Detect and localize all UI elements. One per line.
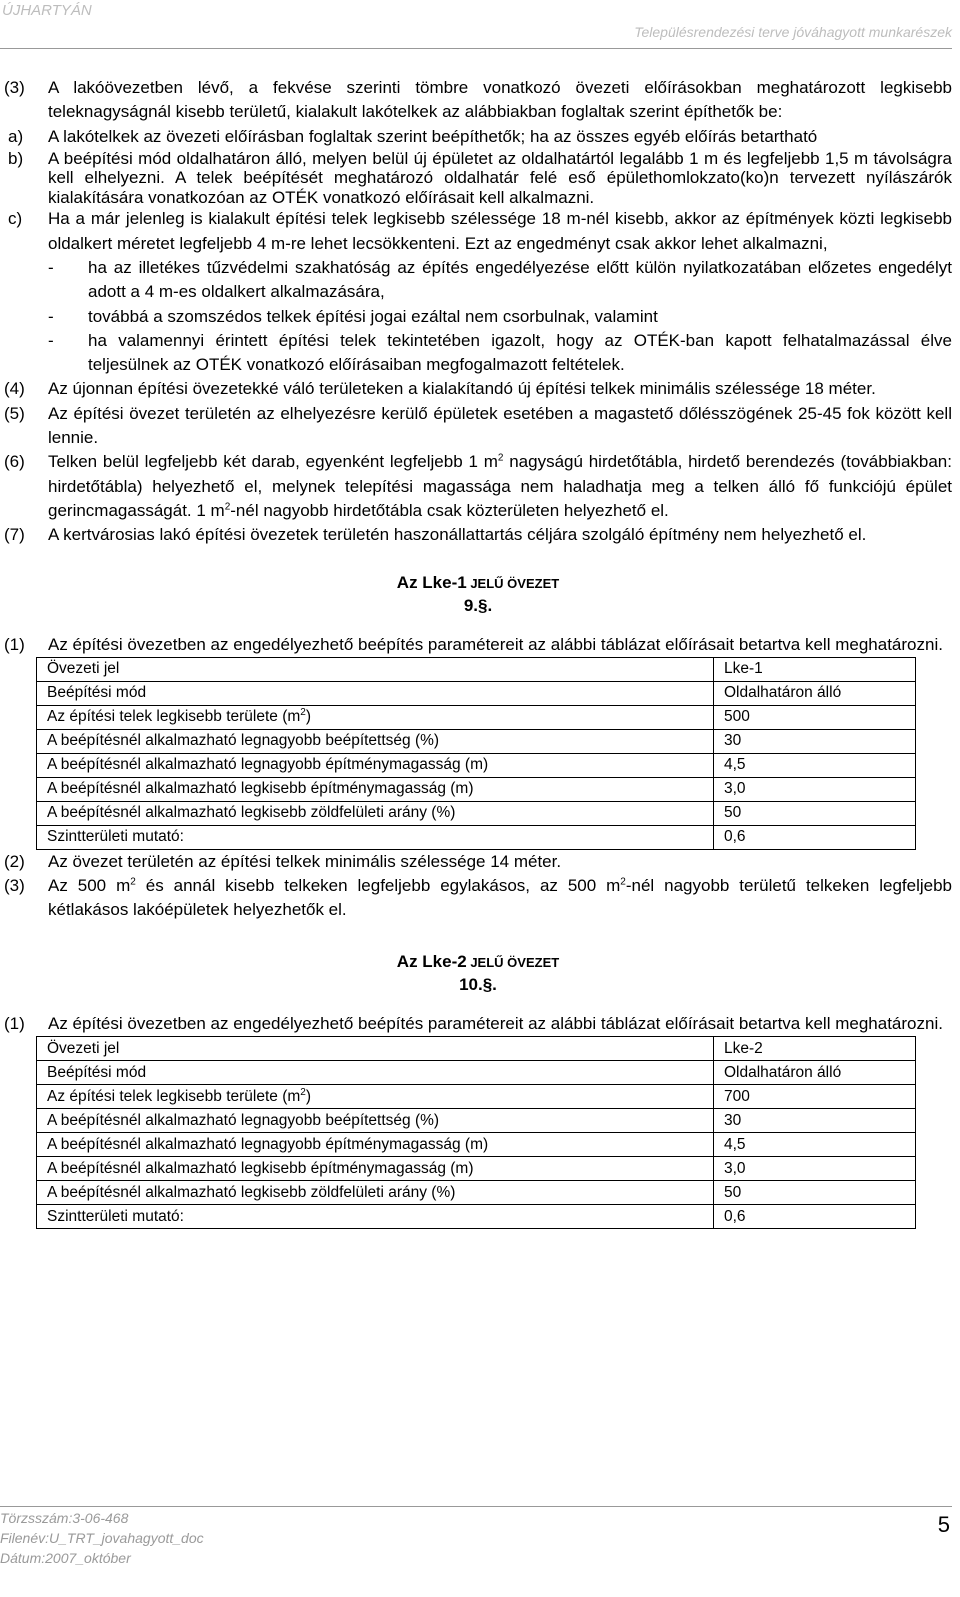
parameter-label: A beépítésnél alkalmazható legkisebb építménymagasság (m) — [37, 777, 714, 801]
footer-register-number: Törzsszám:3-06-468 — [0, 1510, 129, 1526]
lke1-paragraph-2 — [4, 850, 952, 874]
parameter-label: A beépítésnél alkalmazható legkisebb zöldfelületi arány (%) — [37, 1181, 714, 1205]
parameter-label: Az építési telek legkisebb területe $(m^2)$ — [37, 1085, 714, 1109]
item-letter: a) — [8, 126, 24, 146]
page-number: 5 — [937, 1512, 950, 1537]
table-row — [37, 1085, 916, 1109]
paragraph-text: Az építési övezetben az engedélyezhető beépítés paramétereit az alábbi táblázat előírásait betartva kell meghatározni. — [48, 634, 943, 654]
paragraph-number: (4) — [4, 379, 25, 399]
paragraph-number: (5) — [4, 403, 25, 423]
parameter-label: A beépítésnél alkalmazható legnagyobb építménymagasság (m) — [37, 753, 714, 777]
lke2-paragraph-1 — [4, 1012, 952, 1036]
paragraph-number: (2) — [4, 851, 25, 871]
lke1-paragraph-3 — [4, 874, 952, 923]
parameter-value: 500 — [714, 705, 916, 729]
footer-filename: Filenév:U_TRT_jovahagyott_doc — [0, 1530, 204, 1546]
table-row — [37, 1061, 916, 1085]
item-letter: c) — [8, 209, 23, 229]
paragraph-6 — [4, 450, 952, 523]
paragraph-text: A kertvárosias lakó építési övezetek területén haszonállattartás céljára szolgáló építmény nem helyezhető el. — [48, 525, 867, 545]
parameter-value: Oldalhatáron álló — [714, 681, 916, 705]
paragraph-number: (1) — [4, 1013, 25, 1033]
parameter-label: A beépítésnél alkalmazható legkisebb építménymagasság (m) — [37, 1157, 714, 1181]
dash-item — [48, 305, 952, 329]
parameter-value: 700 — [714, 1085, 916, 1109]
paragraph-number: (6) — [4, 452, 25, 472]
lke2-parameter-table — [36, 1036, 916, 1229]
paragraph-text: A lakóövezetben lévő, a fekvése szerinti tömbre vonatkozó övezeti előírásokban meghatározott legkisebb teleknagyságnál kisebb területű, kialakult lakótelkek az alábbiakban foglaltak szerint építhetők be: — [48, 78, 952, 122]
table-row — [37, 753, 916, 777]
parameter-value: 3,0 — [714, 777, 916, 801]
parameter-value: 0,6 — [714, 825, 916, 849]
paragraph-3 — [4, 76, 952, 125]
paragraph-text: Az építési övezet területén az elhelyezésre kerülő épületek esetében a magastető dőlésszögének 25-45 fok között kell lennie. — [48, 403, 952, 448]
section-number-lke2: 10.§. — [459, 974, 497, 994]
parameter-label: Az építési telek legkisebb területe $(m^2)$ — [37, 705, 714, 729]
dash-marker: - — [48, 306, 54, 326]
parameter-label: A beépítésnél alkalmazható legnagyobb beépítettség (%) — [37, 1109, 714, 1133]
paragraph-4 — [4, 377, 952, 401]
parameter-value: 30 — [714, 1109, 916, 1133]
parameter-value: 50 — [714, 801, 916, 825]
table-row — [37, 657, 916, 681]
dash-item — [48, 329, 952, 378]
footer — [0, 1508, 204, 1568]
paragraph-number: (3) — [4, 876, 25, 896]
parameter-value: 0,6 — [714, 1205, 916, 1229]
item-text: Ha a már jelenleg is kialakult építési telek legkisebb szélessége 18 m-nél kisebb, akkor az építmények közti legkisebb oldalkert méretet legfeljebb 4 m-re lehet lecsökkenteni. Ezt az engedményt csak akkor lehet alkalmazni, — [48, 209, 952, 253]
paragraph-number: (7) — [4, 525, 25, 545]
item-c — [8, 207, 952, 256]
document-body — [4, 76, 952, 1229]
dash-marker: - — [48, 257, 54, 277]
table-row — [37, 705, 916, 729]
item-text: A lakótelkek az övezeti előírásban foglaltak szerint beépíthetők; ha az összes egyéb előírás betartható — [48, 126, 818, 146]
footer-divider — [0, 1506, 952, 1507]
paragraph-7 — [4, 523, 952, 547]
parameter-label: A beépítésnél alkalmazható legnagyobb építménymagasság (m) — [37, 1133, 714, 1157]
table-row — [37, 1133, 916, 1157]
parameter-value: 3,0 — [714, 1157, 916, 1181]
table-row — [37, 1109, 916, 1133]
parameter-label: Övezeti jel — [37, 1037, 714, 1061]
table-row — [37, 825, 916, 849]
parameter-label: A beépítésnél alkalmazható legkisebb zöldfelületi arány (%) — [37, 801, 714, 825]
paragraph-5 — [4, 402, 952, 451]
dash-text: továbbá a szomszédos telkek építési jogai ezáltal nem csorbulnak, valamint — [88, 306, 658, 326]
paragraph-text: Az újonnan építési övezetekké váló területeken a kialakítandó új építési telkek minimális szélessége 18 méter. — [48, 379, 876, 399]
dash-marker: - — [48, 330, 54, 350]
section-title-lke1: Az Lke-1 JELŰ ÖVEZET — [396, 572, 560, 592]
table-row — [37, 1037, 916, 1061]
parameter-value: 4,5 — [714, 1133, 916, 1157]
parameter-label: Szintterületi mutató: — [37, 825, 714, 849]
dash-text: ha az illetékes tűzvédelmi szakhatóság az építés engedélyezése előtt külön nyilatkozatában előzetes engedélyt adott a 4 m-es oldalkert alkalmazására, — [88, 257, 952, 302]
header-left: ÚJHARTYÁN — [2, 2, 92, 19]
table-row — [37, 729, 916, 753]
parameter-label: Szintterületi mutató: — [37, 1205, 714, 1229]
table-row — [37, 1205, 916, 1229]
footer-date: Dátum:2007_október — [0, 1550, 131, 1566]
parameter-label: Beépítési mód — [37, 1061, 714, 1085]
paragraph-text: Telken belül legfeljebb két darab, egyenként legfeljebb 1 $m^2$ nagyságú hirdetőtábla, hirdető berendezés (továbbiakban: hirdetőtábla) helyezhető el, melynek telepítési magassága nem haladhatja meg a telken álló fő funkciójú épület gerincmagasságát. 1 $m^2$-nél nagyobb hirdetőtábla csak közterületen helyezhető el. — [48, 452, 952, 520]
section-number-lke1: 9.§. — [463, 595, 493, 615]
dash-item — [48, 256, 952, 305]
parameter-value: 4,5 — [714, 753, 916, 777]
section-title-lke2: Az Lke-2 JELŰ ÖVEZET — [396, 951, 560, 971]
table-row — [37, 1181, 916, 1205]
lke1-paragraph-1 — [4, 633, 952, 657]
item-text: A beépítési mód oldalhatáron álló, melyen belül új épületet az oldalhatártól legalább 1 m és legfeljebb 1,5 m távolságra kell elhelyezni. A telek beépítését meghatározó oldalhatár felé eső épülethomlokzato(ko)n tervezett nyílászárók kialakítására vonatkozóan az OTÉK vonatkozó előírásait kell alkalmazni. — [48, 148, 952, 207]
item-letter: b) — [8, 148, 24, 168]
parameter-label: Övezeti jel — [37, 657, 714, 681]
item-b — [8, 149, 952, 208]
paragraph-text: Az 500 $m^2$ és annál kisebb telkeken legfeljebb egylakásos, az 500 $m^2$-nél nagyobb területű telkeken legfeljebb kétlakásos lakóépületek helyezhetők el. — [48, 876, 952, 920]
table-row — [37, 801, 916, 825]
dash-text: ha valamennyi érintett építési telek tekintetében igazolt, hogy az OTÉK-ban kapott felhatalmazással élve teljesülnek az OTÉK vonatkozó előírásaiban megfogalmazott feltételek. — [88, 330, 952, 375]
lke1-parameter-table — [36, 657, 916, 850]
table-row — [37, 681, 916, 705]
header-divider — [0, 48, 952, 49]
parameter-value: 30 — [714, 729, 916, 753]
paragraph-number: (1) — [4, 634, 25, 654]
item-a — [8, 125, 952, 149]
parameter-label: Beépítési mód — [37, 681, 714, 705]
table-row — [37, 1157, 916, 1181]
parameter-value: Lke-2 — [714, 1037, 916, 1061]
table-row — [37, 777, 916, 801]
parameter-value: 50 — [714, 1181, 916, 1205]
parameter-label: A beépítésnél alkalmazható legnagyobb beépítettség (%) — [37, 729, 714, 753]
header-right: Településrendezési terve jóváhagyott munkarészek — [634, 24, 952, 40]
paragraph-text: Az övezet területén az építési telkek minimális szélessége 14 méter. — [48, 851, 562, 871]
parameter-value: Oldalhatáron álló — [714, 1061, 916, 1085]
parameter-value: Lke-1 — [714, 657, 916, 681]
paragraph-text: Az építési övezetben az engedélyezhető beépítés paramétereit az alábbi táblázat előírásait betartva kell meghatározni. — [48, 1013, 943, 1033]
paragraph-number: (3) — [4, 78, 25, 97]
